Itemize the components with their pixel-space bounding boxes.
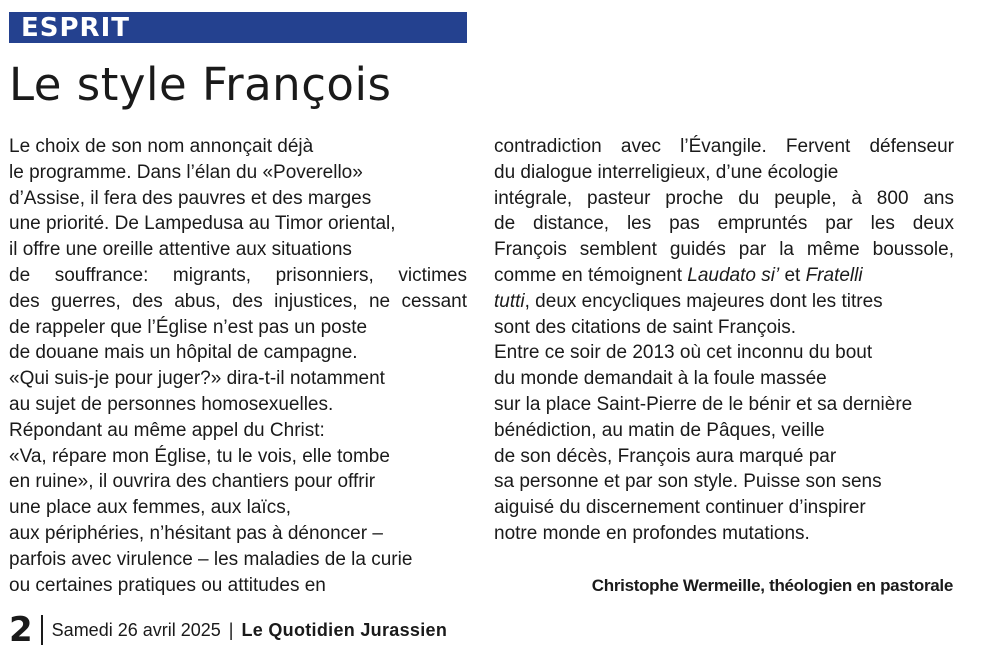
text-line: François semblent guidés par la même boussole, xyxy=(494,239,954,261)
text-line: de son décès, François aura marqué par xyxy=(494,445,837,467)
text-line: une place aux femmes, aux laïcs, xyxy=(9,497,291,519)
encyclical-title: Laudato si’ xyxy=(687,264,780,286)
text-line: des guerres, des abus, des injustices, ne cessant xyxy=(9,290,467,312)
text-line: du monde demandait à la foule massée xyxy=(494,368,827,390)
text-line: sa personne et par son style. Puisse son sens xyxy=(494,471,882,493)
text-fragment: et xyxy=(779,264,806,286)
encyclical-title: tutti xyxy=(494,290,525,312)
text-line: sur la place Saint-Pierre de le bénir et sa dernière xyxy=(494,393,913,415)
text-line: de douane mais un hôpital de campagne. xyxy=(9,342,358,364)
text-line: Répondant au même appel du Christ: xyxy=(9,419,325,441)
footer-separator: | xyxy=(228,619,234,640)
encyclical-title: Fratelli xyxy=(805,264,863,286)
text-line: au sujet de personnes homosexuelles. xyxy=(9,393,334,415)
text-line: bénédiction, au matin de Pâques, veille xyxy=(494,419,825,441)
section-label: ESPRIT xyxy=(21,13,130,43)
text-line: «Qui suis-je pour juger?» dira-t-il notamment xyxy=(9,368,385,390)
text-fragment: , deux encycliques majeures dont les titres xyxy=(524,290,883,312)
text-line: de souffrance: migrants, prisonniers, victimes xyxy=(9,264,467,286)
author-signature: Christophe Wermeille, théologien en pastorale xyxy=(591,576,953,595)
text-line: le programme. Dans l’élan du «Poverello» xyxy=(9,161,363,183)
text-line: de rappeler que l’Église n’est pas un poste xyxy=(9,316,368,338)
section-banner xyxy=(9,12,467,43)
newspaper-name: Le Quotidien Jurassien xyxy=(241,619,448,640)
article-headline: Le style François xyxy=(9,58,392,111)
page-footer xyxy=(9,610,447,650)
text-line: aiguisé du discernement continuer d’inspirer xyxy=(494,497,866,519)
text-line: en ruine», il ouvrira des chantiers pour offrir xyxy=(9,471,376,493)
article-column-right xyxy=(494,134,954,547)
page-number: 2 xyxy=(9,610,33,650)
text-line: ou certaines pratiques ou attitudes en xyxy=(9,574,326,596)
text-line: contradiction avec l’Évangile. Fervent défenseur xyxy=(494,136,954,157)
text-line: du dialogue interreligieux, d’une écologie xyxy=(494,161,839,183)
text-line: il offre une oreille attentive aux situations xyxy=(9,239,352,261)
text-line: Entre ce soir de 2013 où cet inconnu du bout xyxy=(494,342,873,364)
footer-divider xyxy=(41,615,43,645)
text-line: de distance, les pas empruntés par les deux xyxy=(494,213,954,235)
text-line: sont des citations de saint François. xyxy=(494,316,797,338)
text-fragment: comme en témoignent xyxy=(494,264,688,286)
text-line: parfois avec virulence – les maladies de la curie xyxy=(9,548,413,570)
text-line xyxy=(494,263,954,289)
text-line: Le choix de son nom annonçait déjà xyxy=(9,136,314,157)
article-column-left xyxy=(9,134,467,598)
text-line: d’Assise, il fera des pauvres et des marges xyxy=(9,187,372,209)
text-line: une priorité. De Lampedusa au Timor oriental, xyxy=(9,213,396,235)
text-line: intégrale, pasteur proche du peuple, à 800 ans xyxy=(494,187,954,209)
publication-date: Samedi 26 avril 2025 xyxy=(51,619,221,640)
text-line: aux périphéries, n’hésitant pas à dénoncer – xyxy=(9,522,383,544)
text-line xyxy=(494,289,954,315)
text-line: «Va, répare mon Église, tu le vois, elle tombe xyxy=(9,445,390,467)
text-line: notre monde en profondes mutations. xyxy=(494,522,810,544)
